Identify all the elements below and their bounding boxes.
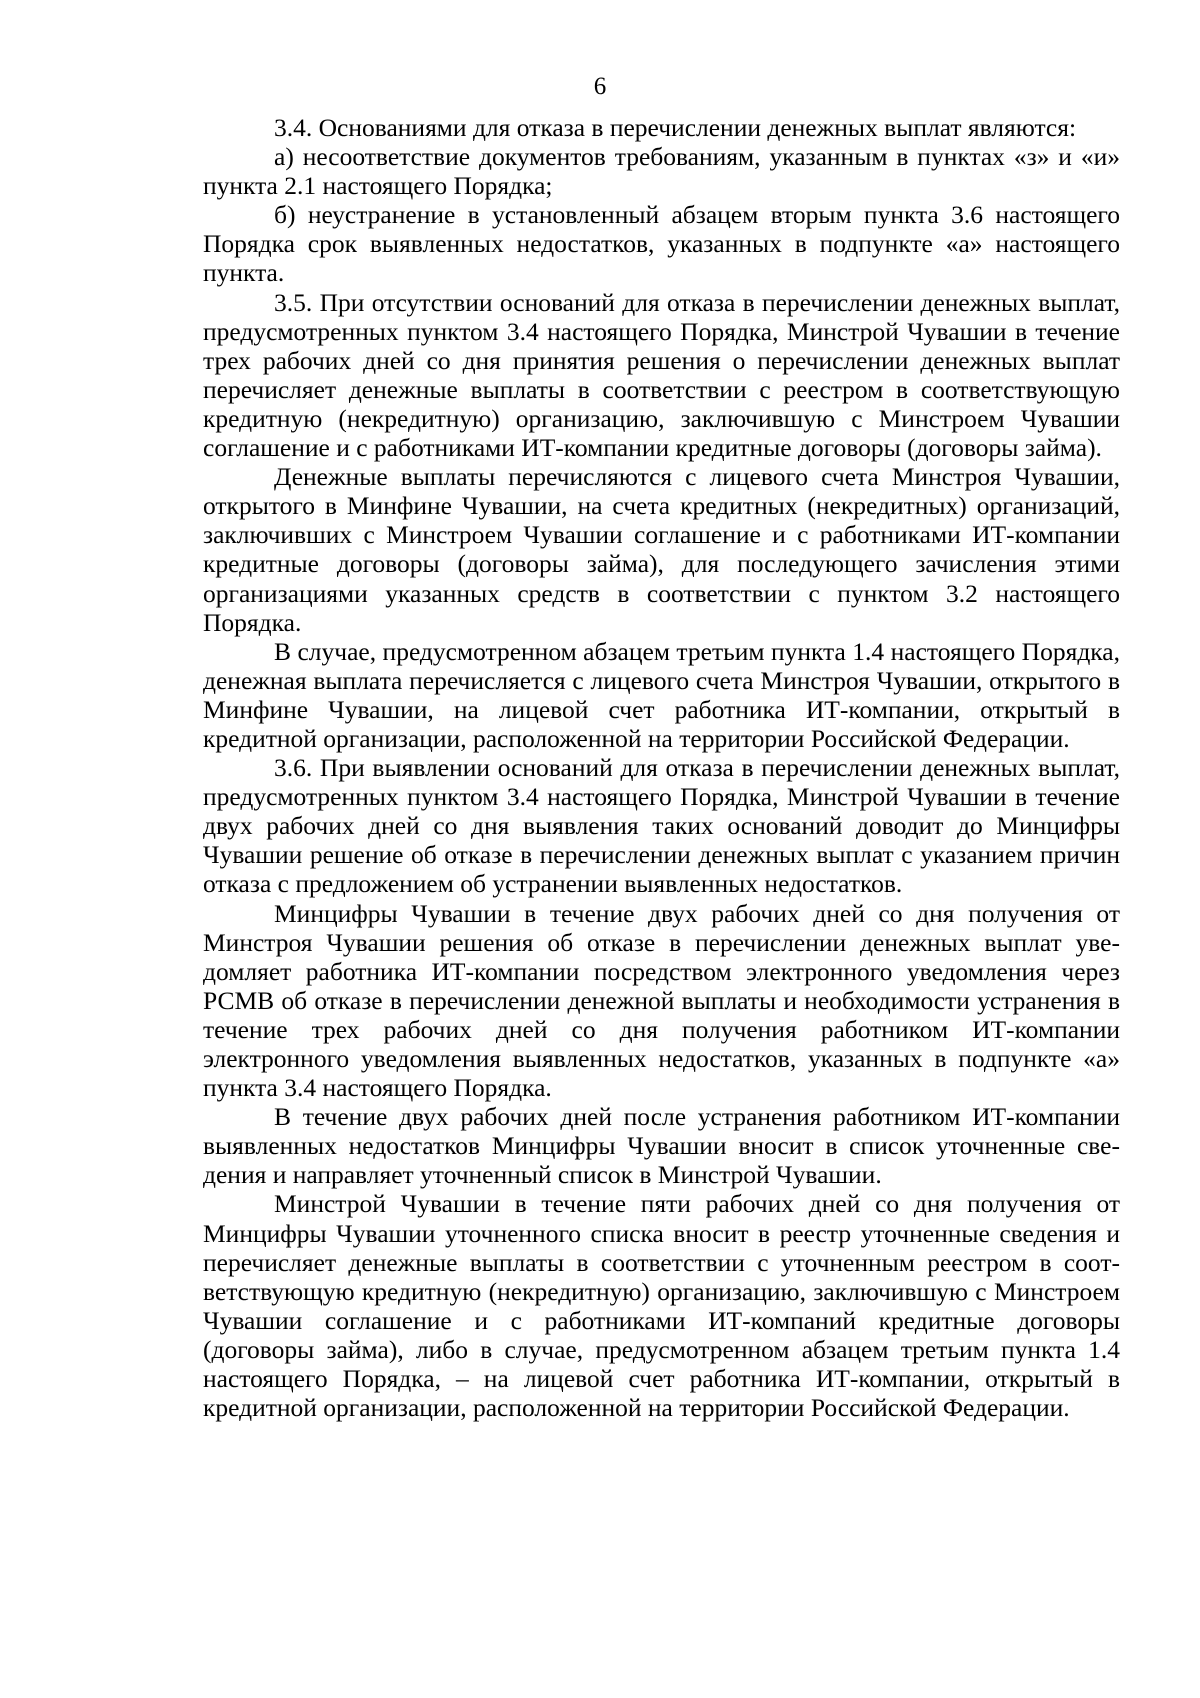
paragraph-3-4-b: б) неустранение в установленный абзацем вторым пункта 3.6 настоящего Порядка срок выявленных недостатков, указанных в подпункте «а» настоящего пункта. — [203, 200, 1120, 288]
paragraph-3-5-case: В случае, предусмотренном абзацем третьим пункта 1.4 настоящего Порядка, денежная выплата перечисляется с лицевого счета Минстроя Чувашии, открытого в Минфине Чувашии, на лицевой счет работника ИТ-компании, открытый в кредитной организации, расположенной на территории Российской Федерации. — [203, 636, 1120, 753]
paragraph-3-6-correction: В течение двух рабочих дней после устранения работником ИТ-компании выявленных недостатков Минцифры Чувашии вносит в список уточненные сведения и направляет уточненный список в Минстрой Чувашии. — [203, 1102, 1120, 1190]
paragraph-3-5-transfer: Денежные выплаты перечисляются с лицевого счета Минстроя Чувашии, открытого в Минфине Чувашии, на счета кредитных (некредитных) организаций, заключивших с Минстроем Чувашии соглашение и с работниками ИТ-компании кредитные договоры (договоры займа), для последующего зачисления этими организациями указанных средств в соответствии с пунктом 3.2 настоящего Порядка. — [203, 462, 1120, 637]
paragraph-3-4-a: а) несоответствие документов требованиям, указанным в пунктах «з» и «и» пункта 2.1 настоящего Порядка; — [203, 142, 1120, 201]
page-number: 6 — [593, 73, 607, 100]
paragraph-3-6-payment: Минстрой Чувашии в течение пяти рабочих дней со дня получения от Минцифры Чувашии уточненного списка вносит в реестр уточненные сведения и перечисляет денежные выплаты в соответствии с уточненным реестром в соответствующую кредитную (некредитную) организацию, заключившую с Минстроем Чувашии соглашение и с работниками ИТ-компаний кредитные договоры (договоры займа), либо в случае, предусмотренном абзацем третьим пункта 1.4 настоящего Порядка, – на лицевой счет работника ИТ-компании, открытый в кредитной организации, расположенной на территории Российской Федерации. — [203, 1189, 1120, 1423]
paragraph-3-5: 3.5. При отсутствии оснований для отказа в перечислении денежных выплат, предусмотренных пунктом 3.4 настоящего Порядка, Минстрой Чувашии в течение трех рабочих дней со дня принятия решения о перечислении денежных выплат перечисляет денежные выплаты в соответствии с реестром в соответствующую кредитную (некредитную) организацию, заключившую с Минстроем Чувашии соглашение и с работниками ИТ-компании кредитные договоры (договоры займа). — [203, 287, 1120, 463]
paragraph-3-6-notice: Минцифры Чувашии в течение двух рабочих дней со дня получения от Минстроя Чувашии решения об отказе в перечислении денежных выплат уведомляет работника ИТ-компании посредством электронного уведомления через РСМВ об отказе в перечислении денежной выплаты и необходимости устранения в течение трех рабочих дней со дня получения работником ИТ-компании электронного уведомления выявленных недостатков, указанных в подпункте «а» пункта 3.4 настоящего Порядка. — [203, 898, 1120, 1103]
document-body — [203, 113, 1120, 1422]
paragraph-3-4: 3.4. Основаниями для отказа в перечислении денежных выплат являются: — [274, 113, 1077, 142]
paragraph-3-6: 3.6. При выявлении оснований для отказа в перечислении денежных выплат, предусмотренных пунктом 3.4 настоящего Порядка, Минстрой Чувашии в течение двух рабочих дней со дня выявления таких оснований доводит до Минцифры Чувашии решение об отказе в перечислении денежных выплат с указанием причин отказа с предложением об устранении выявленных недостатков. — [203, 753, 1120, 899]
